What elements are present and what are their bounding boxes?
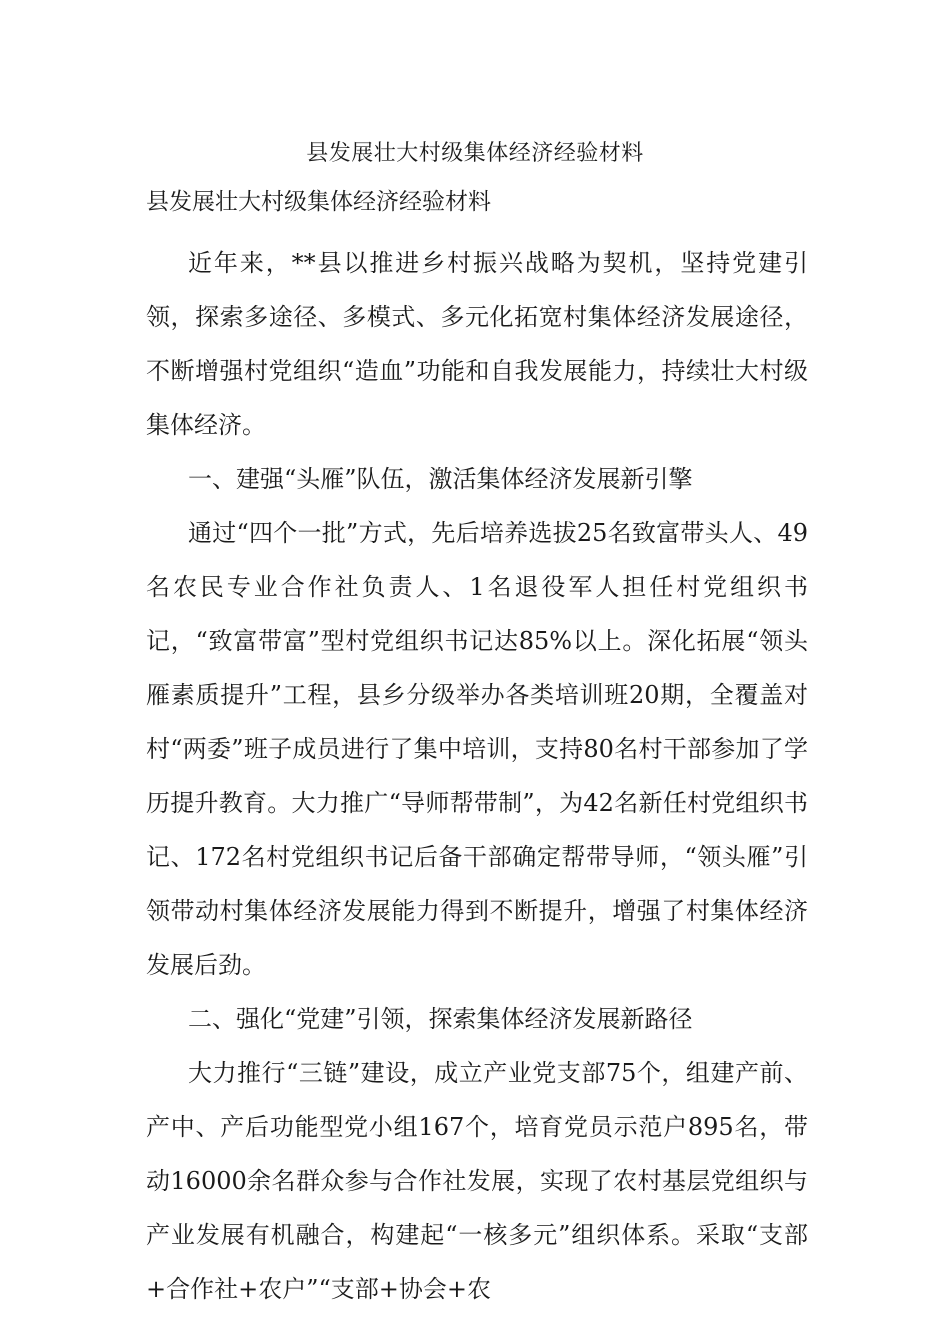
section-heading-2: 二、强化“党建”引领，探索集体经济发展新路径	[188, 1005, 693, 1033]
document-subtitle: 县发展壮大村级集体经济经验材料	[146, 189, 491, 215]
section-2-paragraph: 大力推行“三链”建设，成立产业党支部75个，组建产前、产中、产后功能型党小组167个，培育党员示范户895名，带动16000余名群众参与合作社发展，实现了农村基层党组织与产业发展有机融合，构建起“一核多元”组织体系。采取“支部+合作社+农户”“支部+协会+农	[146, 1059, 808, 1303]
intro-paragraph: 近年来，**县以推进乡村振兴战略为契机，坚持党建引领，探索多途径、多模式、多元化拓宽村集体经济发展途径，不断增强村党组织“造血”功能和自我发展能力，持续壮大村级集体经济。	[146, 249, 808, 439]
section-1-paragraph: 通过“四个一批”方式，先后培养选拔25名致富带头人、49名农民专业合作社负责人、1名退役军人担任村党组织书记，“致富带富”型村党组织书记达85%以上。深化拓展“领头雁素质提升”工程，县乡分级举办各类培训班20期，全覆盖对村“两委”班子成员进行了集中培训，支持80名村干部参加了学历提升教育。大力推广“导师帮带制”，为42名新任村党组织书记、172名村党组织书记后备干部确定帮带导师，“领头雁”引领带动村集体经济发展能力得到不断提升，增强了村集体经济发展后劲。	[146, 519, 808, 979]
section-heading-1: 一、建强“头雁”队伍，激活集体经济发展新引擎	[188, 465, 693, 493]
document-title: 县发展壮大村级集体经济经验材料	[306, 141, 644, 166]
document-body	[146, 182, 808, 1316]
